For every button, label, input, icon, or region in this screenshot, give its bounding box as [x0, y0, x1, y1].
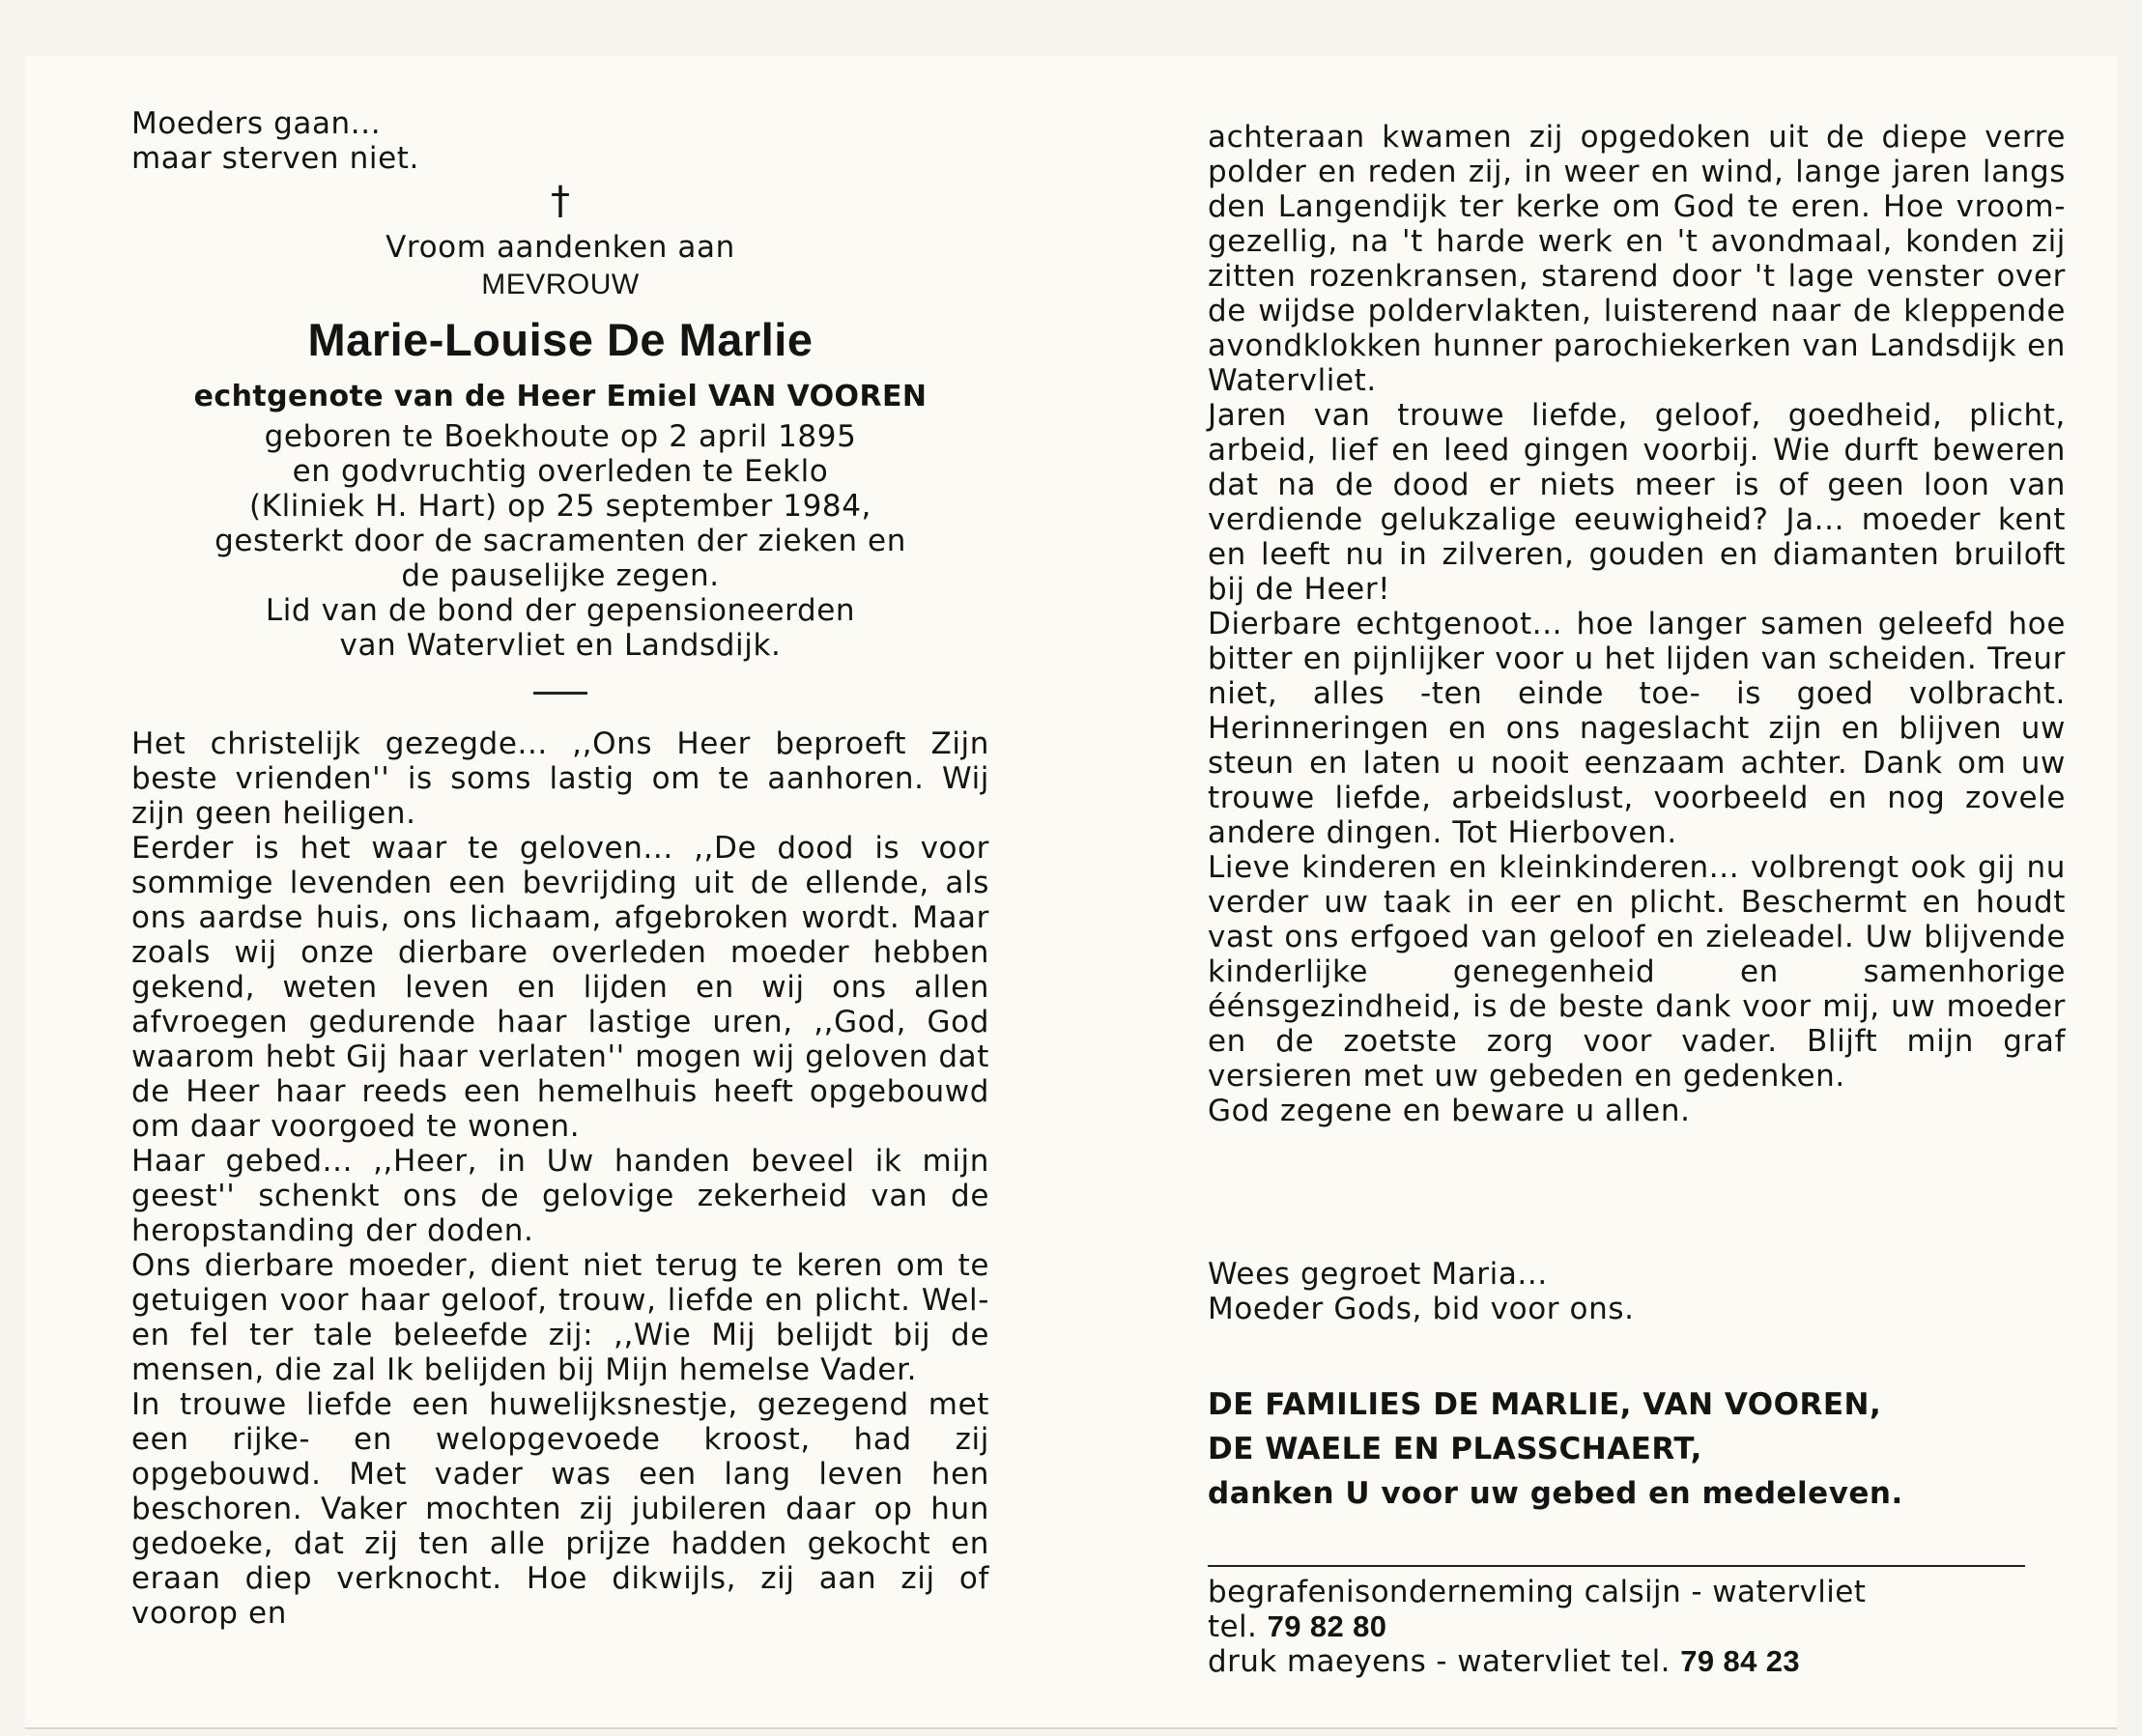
- undertaker-phone: [1208, 1609, 2066, 1644]
- prayer-line: Moeder Gods, bid voor ons.: [1208, 1292, 1635, 1326]
- right-body-text: [1208, 120, 2066, 1128]
- paragraph: achteraan kwamen zij opgedoken uit de diepe verre polder en reden zij, in weer en wind, lange jaren langs den Langendijk ter kerke om God te eren. Hoe vroom-gezellig, na 't harde werk en 't avondmaal, konden zij zitten rozenkransen, starend door 't lage venster over de wijdse poldervlakten, luisterend naar de kleppende avondklokken hunner parochiekerken van Landsdijk en Watervliet.: [1208, 120, 2066, 398]
- families-block: [1208, 1382, 2066, 1516]
- paragraph: Ons dierbare moeder, dient niet terug te keren om te getuigen voor haar geloof, trouw, liefde en plicht. Wel- en fel ter tale beleefde zij: ,,Wie Mij belijdt bij de mensen, die zal Ik belijden bij Mijn hemelse Vader.: [131, 1248, 989, 1387]
- prayer-line: Wees gegroet Maria...: [1208, 1257, 1548, 1292]
- cross-icon: †: [551, 179, 570, 223]
- families-thanks: danken U voor uw gebed en medeleven.: [1208, 1476, 1903, 1511]
- motto-line-1: Moeders gaan...: [131, 106, 382, 141]
- deceased-details: [131, 419, 989, 663]
- paragraph: Het christelijk gezegde... ,,Ons Heer beproeft Zijn beste vrienden'' is soms lastig om te aanhoren. Wij zijn geen heiligen.: [131, 726, 989, 831]
- printer-label: druk maeyens - watervliet tel.: [1208, 1644, 1671, 1679]
- detail-line: geboren te Boekhoute op 2 april 1895: [264, 419, 857, 454]
- deceased-name: Marie-Louise De Marlie: [307, 314, 814, 365]
- short-divider: [533, 692, 587, 695]
- printer-line: [1208, 1644, 2066, 1679]
- prayer: [1208, 1257, 2066, 1326]
- deceased-header: [131, 230, 989, 695]
- undertaker-line: begrafenisonderneming calsijn - watervliet: [1208, 1575, 1867, 1609]
- undertaker-info: [1208, 1575, 2066, 1679]
- detail-line: van Watervliet en Landsdijk.: [339, 628, 782, 663]
- motto-line-2: maar sterven niet.: [131, 141, 419, 176]
- memorial-card: [25, 56, 2117, 1729]
- detail-line: en godvruchtig overleden te Eeklo: [292, 454, 829, 489]
- paragraph: In trouwe liefde een huwelijksnestje, gezegend met een rijke- en welopgevoede kroost, had zij opgebouwd. Met vader was een lang leven hen beschoren. Vaker mochten zij jubileren daar op hun gedoeke, dat zij ten alle prijze hadden gekocht en eraan diep verknocht. Hoe dikwijls, zij aan zij of voorop en: [131, 1387, 989, 1631]
- tel-number: 79 82 80: [1267, 1609, 1387, 1643]
- paragraph: Eerder is het waar te geloven... ,,De dood is voor sommige levenden een bevrijding uit de ellende, als ons aardse huis, ons lichaam, afgebroken wordt. Maar zoals wij onze dierbare overleden moeder hebben gekend, weten leven en lijden en wij ons allen afvroegen gedurende haar lastige uren, ,,God, God waarom hebt Gij haar verlaten'' mogen wij geloven dat de Heer haar reeds een hemelhuis heeft opgebouwd om daar voorgoed te wonen.: [131, 831, 989, 1144]
- printer-number: 79 84 23: [1680, 1644, 1801, 1678]
- paragraph: Jaren van trouwe liefde, geloof, goedheid, plicht, arbeid, lief en leed gingen voorbij. Wie durft beweren dat na de dood er niets meer is of geen loon van verdiende gelukzalige eeuwigheid? Ja... moeder kent en leeft nu in zilveren, gouden en diamanten bruiloft bij de Heer!: [1208, 398, 2066, 607]
- detail-line: Lid van de bond der gepensioneerden: [265, 593, 856, 628]
- paragraph: God zegene en beware u allen.: [1208, 1094, 1691, 1128]
- detail-line: gesterkt door de sacramenten der zieken en: [214, 524, 906, 558]
- spouse-line: echtgenote van de Heer Emiel VAN VOOREN: [193, 380, 928, 413]
- paragraph: Dierbare echtgenoot... hoe langer samen geleefd hoe bitter en pijnlijker voor u het lijden van scheiden. Treur niet, alles -ten einde toe- is goed volbracht. Herinneringen en ons nageslacht zijn en blijven uw steun en laten u nooit eenzaam achter. Dank om uw trouwe liefde, arbeidslust, voorbeeld en nog zovele andere dingen. Tot Hierboven.: [1208, 607, 2066, 850]
- title-mevrouw: MEVROUW: [481, 269, 640, 300]
- dedication: Vroom aandenken aan: [386, 230, 735, 265]
- families-line-1: DE FAMILIES DE MARLIE, VAN VOOREN,: [1208, 1387, 1882, 1422]
- families-line-2: DE WAELE EN PLASSCHAERT,: [1208, 1432, 1702, 1466]
- left-body-text: [131, 726, 989, 1631]
- detail-line: de pauselijke zegen.: [401, 558, 720, 593]
- paragraph: Lieve kinderen en kleinkinderen... volbrengt ook gij nu verder uw taak in eer en plicht. Beschermt en houdt vast ons erfgoed van geloof en zieleadel. Uw blijvende kinderlijke genegenheid en samenhorige éénsgezindheid, is de beste dank voor mij, uw moeder en de zoetste zorg voor vader. Blijft mijn graf versieren met uw gebeden en gedenken.: [1208, 850, 2066, 1094]
- detail-line: (Kliniek H. Hart) op 25 september 1984,: [248, 489, 872, 524]
- footer-divider: [1208, 1565, 2025, 1567]
- paragraph: Haar gebed... ,,Heer, in Uw handen beveel ik mijn geest'' schenkt ons de gelovige zekerheid van de heropstanding der doden.: [131, 1144, 989, 1248]
- tel-label: tel.: [1208, 1609, 1258, 1644]
- motto: [131, 106, 518, 176]
